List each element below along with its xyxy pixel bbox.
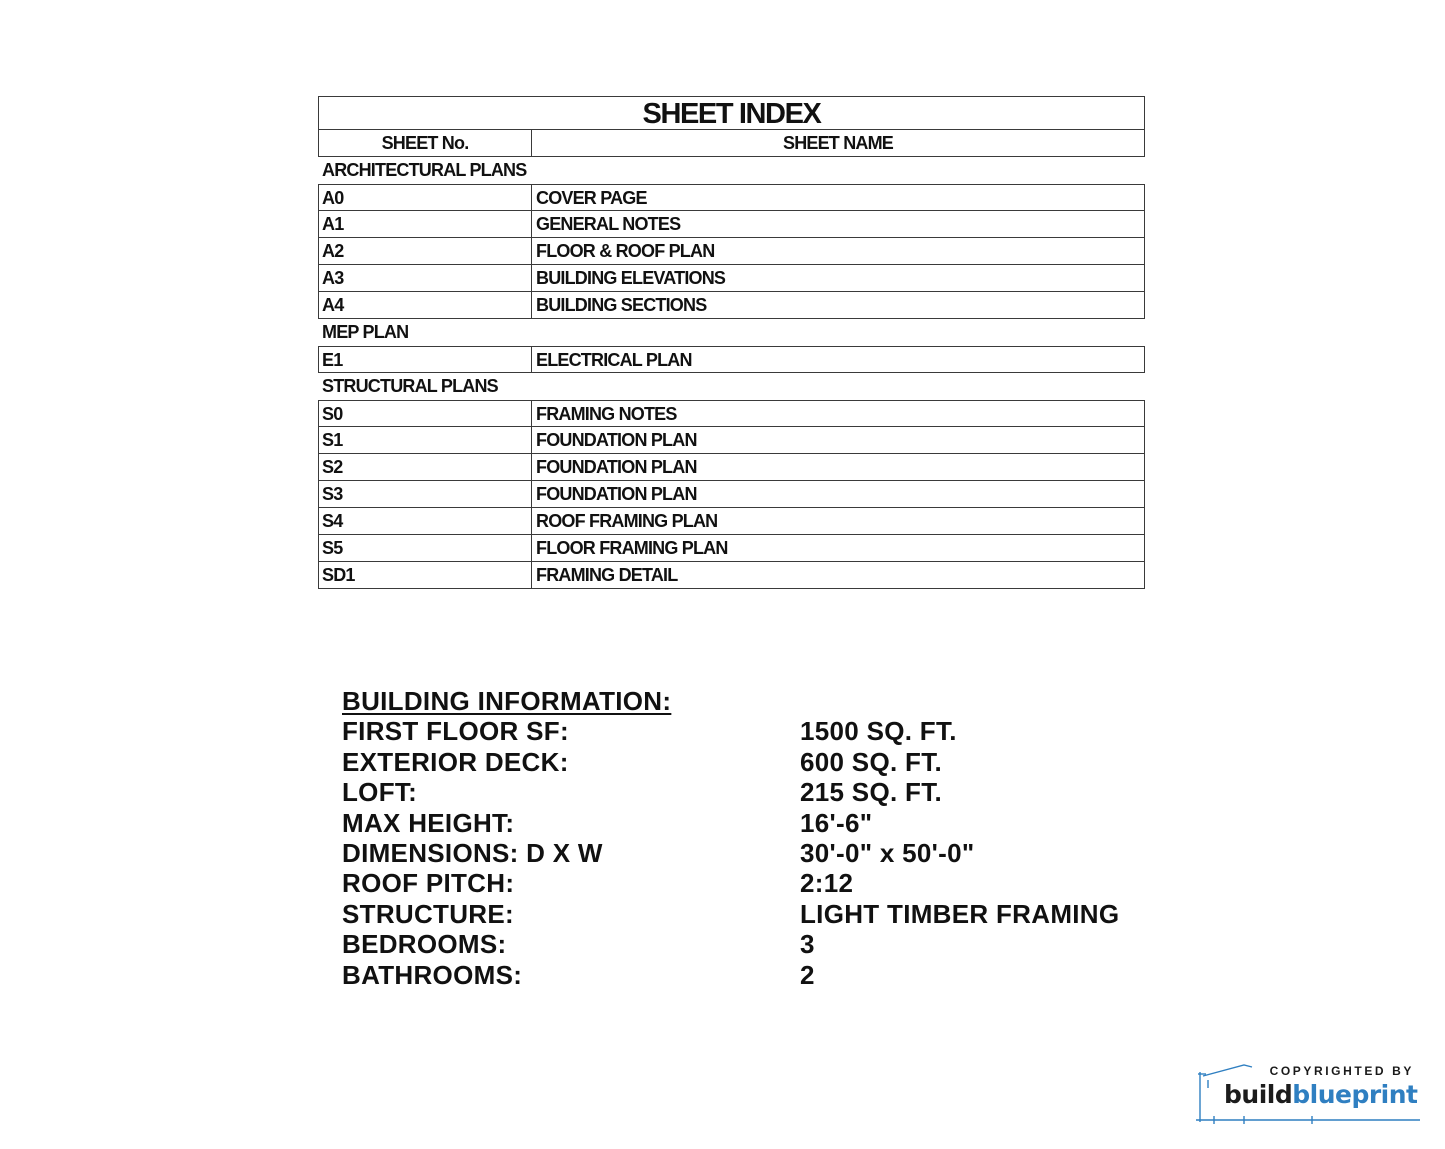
building-info-row: [342, 808, 1142, 838]
building-info-value: 30'-0" x 50'-0": [800, 837, 975, 868]
building-info-heading: BUILDING INFORMATION:: [342, 686, 672, 716]
logo-wordmark: [1224, 1080, 1418, 1109]
sheet-number-cell: A1: [319, 211, 532, 237]
sheet-name-cell: FLOOR & ROOF PLAN: [536, 241, 715, 261]
sheet-number-cell: S5: [319, 535, 532, 561]
building-info-value: 1500 SQ. FT.: [800, 716, 957, 747]
building-info-label: DIMENSIONS: D X W: [342, 837, 603, 868]
sheet-number-cell: A2: [319, 238, 532, 264]
sheet-number-cell: S0: [319, 401, 532, 426]
sheet-name-cell: ELECTRICAL PLAN: [536, 350, 692, 370]
sheet-index-section-label: ARCHITECTURAL PLANS: [322, 160, 527, 180]
sheet-index-row: [318, 454, 1145, 481]
sheet-index-row: [318, 427, 1145, 454]
sheet-index-section-label: STRUCTURAL PLANS: [322, 376, 498, 396]
sheet-name-cell: FOUNDATION PLAN: [536, 457, 697, 477]
building-info-label: BATHROOMS:: [342, 959, 523, 990]
sheet-number-cell: A4: [319, 292, 532, 318]
sheet-index-body: [318, 157, 1145, 589]
sheet-index-row: [318, 535, 1145, 562]
sheet-index-row: [318, 562, 1145, 589]
building-info-row: [342, 747, 1142, 777]
building-info-label: FIRST FLOOR SF:: [342, 716, 569, 747]
building-info-value: 215 SQ. FT.: [800, 777, 943, 808]
building-info-value: 16'-6": [800, 807, 873, 838]
logo-word-build: build: [1224, 1080, 1293, 1109]
sheet-index-row: [318, 400, 1145, 427]
sheet-index-row: [318, 211, 1145, 238]
sheet-number-cell: A0: [319, 185, 532, 210]
building-info-label: ROOF PITCH:: [342, 868, 515, 899]
sheet-index-header-row: [318, 130, 1145, 157]
logo-word-blueprint: blueprint: [1292, 1080, 1418, 1109]
sheet-index-row: [318, 346, 1145, 373]
sheet-name-cell: FOUNDATION PLAN: [536, 430, 697, 450]
sheet-number-cell: S3: [319, 481, 532, 507]
sheet-index-row: [318, 265, 1145, 292]
sheet-name-cell: BUILDING SECTIONS: [536, 295, 707, 315]
sheet-name-cell: FOUNDATION PLAN: [536, 484, 697, 504]
building-info-value: LIGHT TIMBER FRAMING: [800, 898, 1120, 929]
building-info-value: 2: [800, 959, 815, 990]
sheet-number-cell: S4: [319, 508, 532, 534]
building-info-row: [342, 838, 1142, 868]
building-info-label: STRUCTURE:: [342, 898, 514, 929]
building-info-row: [342, 716, 1142, 746]
sheet-name-cell: COVER PAGE: [536, 188, 647, 208]
building-info-row: [342, 868, 1142, 898]
building-info-value: 2:12: [800, 868, 854, 899]
building-info-list: [342, 716, 1142, 990]
sheet-number-cell: E1: [319, 347, 532, 372]
build-blueprint-logo: [1194, 1060, 1426, 1126]
sheet-index-row: [318, 238, 1145, 265]
logo-copyright-text: COPYRIGHTED BY: [1269, 1064, 1414, 1078]
building-information: [342, 686, 1142, 990]
sheet-name-cell: FRAMING NOTES: [536, 404, 677, 424]
sheet-name-cell: FRAMING DETAIL: [536, 565, 678, 585]
building-info-row: [342, 777, 1142, 807]
sheet-index-table: [318, 96, 1145, 589]
sheet-number-cell: A3: [319, 265, 532, 291]
building-info-value: 600 SQ. FT.: [800, 746, 943, 777]
building-info-label: LOFT:: [342, 777, 418, 808]
sheet-number-cell: S2: [319, 454, 532, 480]
column-header-sheet-no: SHEET No.: [319, 130, 532, 156]
sheet-name-cell: FLOOR FRAMING PLAN: [536, 538, 728, 558]
building-info-value: 3: [800, 929, 815, 960]
sheet-name-cell: ROOF FRAMING PLAN: [536, 511, 718, 531]
sheet-name-cell: GENERAL NOTES: [536, 214, 681, 234]
sheet-index-row: [318, 292, 1145, 319]
building-info-label: MAX HEIGHT:: [342, 807, 515, 838]
sheet-name-cell: BUILDING ELEVATIONS: [536, 268, 726, 288]
building-info-label: EXTERIOR DECK:: [342, 746, 569, 777]
building-info-label: BEDROOMS:: [342, 929, 507, 960]
building-info-row: [342, 899, 1142, 929]
sheet-index-section-label: MEP PLAN: [322, 322, 409, 342]
sheet-number-cell: SD1: [319, 562, 532, 588]
building-info-row: [342, 929, 1142, 959]
sheet-index-row: [318, 184, 1145, 211]
building-info-row: [342, 960, 1142, 990]
sheet-index-row: [318, 508, 1145, 535]
column-header-sheet-name: SHEET NAME: [782, 133, 893, 153]
sheet-index-row: [318, 481, 1145, 508]
sheet-index-title: SHEET INDEX: [318, 96, 1145, 130]
sheet-number-cell: S1: [319, 427, 532, 453]
